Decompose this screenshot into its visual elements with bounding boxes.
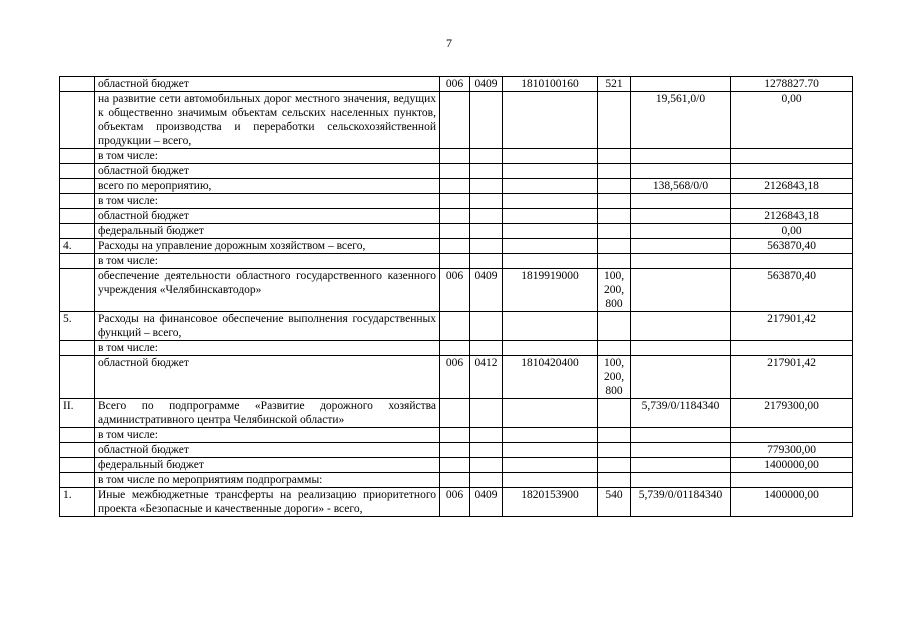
- department-code-cell: [440, 149, 470, 164]
- section-code-cell: [470, 164, 503, 179]
- department-code-cell: [440, 92, 470, 149]
- target-article-cell: [503, 149, 598, 164]
- section-code-cell: [470, 239, 503, 254]
- expense-type-cell: [598, 399, 631, 428]
- amount-cell: [731, 194, 853, 209]
- description-cell: всего по мероприятию,: [95, 179, 440, 194]
- department-code-cell: 006: [440, 488, 470, 517]
- description-cell: в том числе:: [95, 254, 440, 269]
- department-code-cell: [440, 179, 470, 194]
- indicator-cell: 138,568/0/0: [631, 179, 731, 194]
- expense-type-cell: [598, 194, 631, 209]
- table-row: [60, 312, 853, 341]
- row-number-cell: [60, 179, 95, 194]
- target-article-cell: 1819919000: [503, 269, 598, 312]
- description-cell: областной бюджет: [95, 209, 440, 224]
- table-row: [60, 164, 853, 179]
- amount-cell: [731, 164, 853, 179]
- description-cell: обеспечение деятельности областного государственного казенного учреждения «Челябинскавтодор»: [95, 269, 440, 312]
- row-number-cell: [60, 92, 95, 149]
- department-code-cell: 006: [440, 77, 470, 92]
- description-cell: областной бюджет: [95, 443, 440, 458]
- row-number-cell: 5.: [60, 312, 95, 341]
- indicator-cell: [631, 149, 731, 164]
- description-cell: Иные межбюджетные трансферты на реализацию приоритетного проекта «Безопасные и качественные дороги» - всего,: [95, 488, 440, 517]
- department-code-cell: [440, 224, 470, 239]
- description-cell: Расходы на управление дорожным хозяйством – всего,: [95, 239, 440, 254]
- department-code-cell: 006: [440, 269, 470, 312]
- target-article-cell: [503, 224, 598, 239]
- indicator-cell: [631, 239, 731, 254]
- description-cell: Расходы на финансовое обеспечение выполнения государственных функций – всего,: [95, 312, 440, 341]
- expense-type-cell: [598, 269, 631, 312]
- expense-type-line: 100,: [603, 270, 625, 282]
- expense-type-cell: [598, 443, 631, 458]
- target-article-cell: [503, 194, 598, 209]
- section-code-cell: [470, 428, 503, 443]
- table-row: [60, 428, 853, 443]
- expense-type-cell: 521: [598, 77, 631, 92]
- expense-type-cell: [598, 224, 631, 239]
- department-code-cell: [440, 164, 470, 179]
- amount-cell: [731, 254, 853, 269]
- section-code-cell: 0409: [470, 488, 503, 517]
- expense-type-cell: [598, 209, 631, 224]
- department-code-cell: [440, 194, 470, 209]
- row-number-cell: 4.: [60, 239, 95, 254]
- indicator-cell: 5,739/0/1184340: [631, 399, 731, 428]
- row-number-cell: [60, 443, 95, 458]
- table-row: [60, 149, 853, 164]
- section-code-cell: 0409: [470, 269, 503, 312]
- row-number-cell: [60, 473, 95, 488]
- indicator-cell: [631, 341, 731, 356]
- expense-type-cell: [598, 341, 631, 356]
- table-row: [60, 443, 853, 458]
- section-code-cell: 0409: [470, 77, 503, 92]
- row-number-cell: [60, 458, 95, 473]
- indicator-cell: [631, 164, 731, 179]
- expense-type-line: 200,: [603, 284, 625, 296]
- expense-type-cell: [598, 164, 631, 179]
- expense-type-cell: [598, 239, 631, 254]
- section-code-cell: [470, 224, 503, 239]
- amount-cell: 1400000,00: [731, 488, 853, 517]
- description-cell: в том числе:: [95, 341, 440, 356]
- target-article-cell: [503, 443, 598, 458]
- amount-cell: 563870,40: [731, 269, 853, 312]
- table-row: [60, 179, 853, 194]
- indicator-cell: [631, 194, 731, 209]
- target-article-cell: [503, 473, 598, 488]
- table-row: [60, 224, 853, 239]
- amount-cell: [731, 428, 853, 443]
- description-cell: в том числе:: [95, 428, 440, 443]
- target-article-cell: [503, 312, 598, 341]
- description-cell: федеральный бюджет: [95, 224, 440, 239]
- indicator-cell: [631, 312, 731, 341]
- department-code-cell: [440, 209, 470, 224]
- table-row: [60, 254, 853, 269]
- row-number-cell: [60, 164, 95, 179]
- target-article-cell: [503, 399, 598, 428]
- section-code-cell: [470, 209, 503, 224]
- target-article-cell: [503, 341, 598, 356]
- section-code-cell: [470, 92, 503, 149]
- table-row: [60, 488, 853, 517]
- description-cell: областной бюджет: [95, 77, 440, 92]
- table-row: [60, 239, 853, 254]
- indicator-cell: [631, 77, 731, 92]
- table-row: [60, 341, 853, 356]
- description-cell: федеральный бюджет: [95, 458, 440, 473]
- row-number-cell: [60, 428, 95, 443]
- indicator-cell: [631, 209, 731, 224]
- row-number-cell: [60, 224, 95, 239]
- expense-type-cell: [598, 356, 631, 399]
- section-code-cell: [470, 254, 503, 269]
- expense-type-cell: [598, 458, 631, 473]
- department-code-cell: [440, 428, 470, 443]
- expense-type-cell: [598, 473, 631, 488]
- expense-type-line: 800: [605, 385, 623, 397]
- department-code-cell: [440, 473, 470, 488]
- section-code-cell: [470, 179, 503, 194]
- row-number-cell: II.: [60, 399, 95, 428]
- table-row: [60, 92, 853, 149]
- amount-cell: 563870,40: [731, 239, 853, 254]
- description-cell: в том числе по мероприятиям подпрограммы:: [95, 473, 440, 488]
- expense-type-cell: [598, 254, 631, 269]
- table-row: [60, 269, 853, 312]
- description-cell: в том числе:: [95, 194, 440, 209]
- table-row: [60, 209, 853, 224]
- section-code-cell: [470, 149, 503, 164]
- table-row: [60, 77, 853, 92]
- target-article-cell: [503, 458, 598, 473]
- row-number-cell: [60, 194, 95, 209]
- row-number-cell: [60, 356, 95, 399]
- amount-cell: 2126843,18: [731, 179, 853, 194]
- expense-type-line: 800: [605, 298, 623, 310]
- target-article-cell: 1810420400: [503, 356, 598, 399]
- expense-type-cell: 540: [598, 488, 631, 517]
- expense-type-cell: [598, 149, 631, 164]
- row-number-cell: [60, 77, 95, 92]
- table-row: [60, 473, 853, 488]
- indicator-cell: [631, 356, 731, 399]
- amount-cell: 217901,42: [731, 356, 853, 399]
- expense-type-line: 100,: [603, 357, 625, 369]
- section-code-cell: [470, 194, 503, 209]
- section-code-cell: [470, 399, 503, 428]
- indicator-cell: [631, 254, 731, 269]
- budget-table: [59, 76, 853, 517]
- section-code-cell: [470, 443, 503, 458]
- description-cell: на развитие сети автомобильных дорог местного значения, ведущих к общественно значимым объектам сельских населенных пунктов, объектам производства и переработки сельскохозяйственной продукции – всего,: [95, 92, 440, 149]
- department-code-cell: [440, 312, 470, 341]
- table-row: [60, 399, 853, 428]
- amount-cell: 1278827.70: [731, 77, 853, 92]
- target-article-cell: [503, 92, 598, 149]
- amount-cell: 0,00: [731, 92, 853, 149]
- expense-type-cell: [598, 428, 631, 443]
- row-number-cell: [60, 209, 95, 224]
- department-code-cell: [440, 254, 470, 269]
- indicator-cell: [631, 473, 731, 488]
- indicator-cell: 5,739/0/01184340: [631, 488, 731, 517]
- department-code-cell: [440, 458, 470, 473]
- department-code-cell: [440, 341, 470, 356]
- section-code-cell: [470, 458, 503, 473]
- department-code-cell: [440, 443, 470, 458]
- department-code-cell: 006: [440, 356, 470, 399]
- indicator-cell: [631, 428, 731, 443]
- target-article-cell: [503, 209, 598, 224]
- target-article-cell: [503, 428, 598, 443]
- row-number-cell: [60, 254, 95, 269]
- expense-type-cell: [598, 92, 631, 149]
- target-article-cell: 1820153900: [503, 488, 598, 517]
- expense-type-cell: [598, 179, 631, 194]
- row-number-cell: 1.: [60, 488, 95, 517]
- description-cell: областной бюджет: [95, 356, 440, 399]
- amount-cell: 1400000,00: [731, 458, 853, 473]
- section-code-cell: [470, 312, 503, 341]
- indicator-cell: [631, 458, 731, 473]
- amount-cell: 0,00: [731, 224, 853, 239]
- indicator-cell: [631, 269, 731, 312]
- indicator-cell: 19,561,0/0: [631, 92, 731, 149]
- page-number: 7: [446, 36, 452, 50]
- target-article-cell: 1810100160: [503, 77, 598, 92]
- section-code-cell: [470, 341, 503, 356]
- indicator-cell: [631, 224, 731, 239]
- description-cell: в том числе:: [95, 149, 440, 164]
- amount-cell: 217901,42: [731, 312, 853, 341]
- table-row: [60, 458, 853, 473]
- description-cell: Всего по подпрограмме «Развитие дорожного хозяйства административного центра Челябинской области»: [95, 399, 440, 428]
- amount-cell: [731, 473, 853, 488]
- amount-cell: 2126843,18: [731, 209, 853, 224]
- indicator-cell: [631, 443, 731, 458]
- target-article-cell: [503, 254, 598, 269]
- expense-type-line: 200,: [603, 371, 625, 383]
- row-number-cell: [60, 149, 95, 164]
- target-article-cell: [503, 239, 598, 254]
- amount-cell: 779300,00: [731, 443, 853, 458]
- table-row: [60, 356, 853, 399]
- amount-cell: 2179300,00: [731, 399, 853, 428]
- department-code-cell: [440, 239, 470, 254]
- section-code-cell: [470, 473, 503, 488]
- amount-cell: [731, 149, 853, 164]
- description-cell: областной бюджет: [95, 164, 440, 179]
- department-code-cell: [440, 399, 470, 428]
- section-code-cell: 0412: [470, 356, 503, 399]
- target-article-cell: [503, 179, 598, 194]
- row-number-cell: [60, 341, 95, 356]
- expense-type-cell: [598, 312, 631, 341]
- target-article-cell: [503, 164, 598, 179]
- table-row: [60, 194, 853, 209]
- row-number-cell: [60, 269, 95, 312]
- amount-cell: [731, 341, 853, 356]
